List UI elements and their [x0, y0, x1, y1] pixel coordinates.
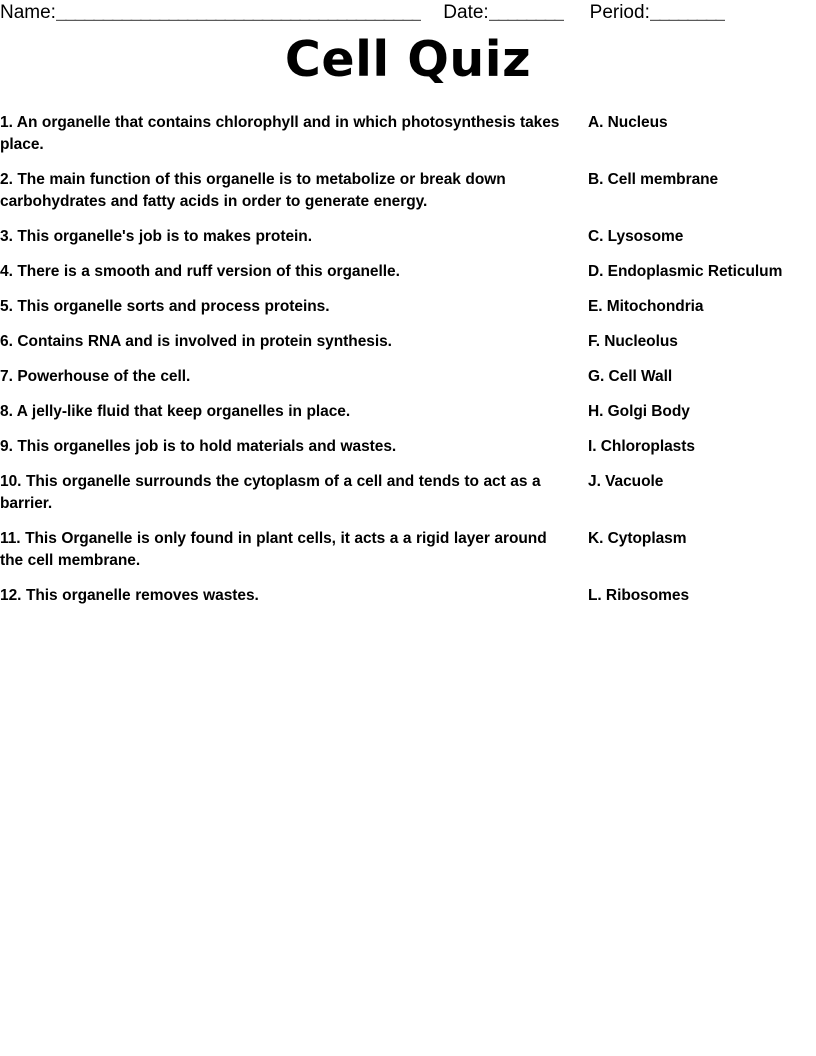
question-text: 11. This Organelle is only found in plant cells, it acts a a rigid layer around the cell membrane. [0, 530, 547, 569]
date-fill-line[interactable]: ________ [488, 1, 564, 22]
answer-choice[interactable]: E. Mitochondria [588, 298, 704, 315]
quiz-row [0, 226, 816, 248]
quiz-row [0, 585, 816, 607]
quiz-row [0, 528, 816, 572]
question-text: 5. This organelle sorts and process proteins. [0, 298, 330, 315]
period-label: Period: [589, 2, 650, 23]
quiz-row [0, 401, 816, 423]
page-title: Cell Quiz [284, 31, 532, 88]
question-text: 7. Powerhouse of the cell. [0, 368, 191, 385]
date-field[interactable] [443, 1, 563, 25]
answer-choice[interactable]: K. Cytoplasm [588, 530, 687, 547]
quiz-row [0, 471, 816, 515]
question-text: 8. A jelly-like fluid that keep organelles in place. [0, 403, 351, 420]
question-text: 2. The main function of this organelle is to metabolize or break down carbohydrates and fatty acids in order to generate energy. [0, 171, 506, 210]
quiz-list [0, 112, 816, 620]
name-fill-line[interactable]: _______________________________________ [55, 1, 422, 22]
question-text: 1. An organelle that contains chlorophyll and in which photosynthesis takes place. [0, 114, 560, 153]
question-text: 3. This organelle's job is to makes protein. [0, 228, 312, 245]
answer-choice[interactable]: J. Vacuole [588, 473, 664, 490]
question-text: 6. Contains RNA and is involved in protein synthesis. [0, 333, 392, 350]
name-field[interactable] [0, 1, 421, 25]
quiz-row [0, 436, 816, 458]
answer-choice[interactable]: L. Ribosomes [588, 587, 690, 604]
period-fill-line[interactable]: ________ [649, 1, 725, 22]
quiz-row [0, 366, 816, 388]
answer-choice[interactable]: C. Lysosome [588, 228, 684, 245]
question-text: 4. There is a smooth and ruff version of this organelle. [0, 263, 400, 280]
answer-choice[interactable]: B. Cell membrane [588, 171, 719, 188]
answer-choice[interactable]: A. Nucleus [588, 114, 668, 131]
quiz-row [0, 296, 816, 318]
answer-choice[interactable]: I. Chloroplasts [588, 438, 695, 455]
answer-choice[interactable]: H. Golgi Body [588, 403, 690, 420]
period-field[interactable] [590, 1, 725, 25]
quiz-row [0, 169, 816, 213]
answer-choice[interactable]: F. Nucleolus [588, 333, 678, 350]
student-info-header [0, 1, 816, 27]
question-text: 10. This organelle surrounds the cytoplasm of a cell and tends to act as a barrier. [0, 473, 541, 512]
answer-choice[interactable]: D. Endoplasmic Reticulum [588, 263, 783, 280]
date-label: Date: [443, 2, 489, 23]
quiz-row [0, 261, 816, 283]
quiz-row [0, 112, 816, 156]
question-text: 9. This organelles job is to hold materials and wastes. [0, 438, 397, 455]
quiz-row [0, 331, 816, 353]
answer-choice[interactable]: G. Cell Wall [588, 368, 673, 385]
name-label: Name: [0, 2, 56, 23]
question-text: 12. This organelle removes wastes. [0, 587, 259, 604]
